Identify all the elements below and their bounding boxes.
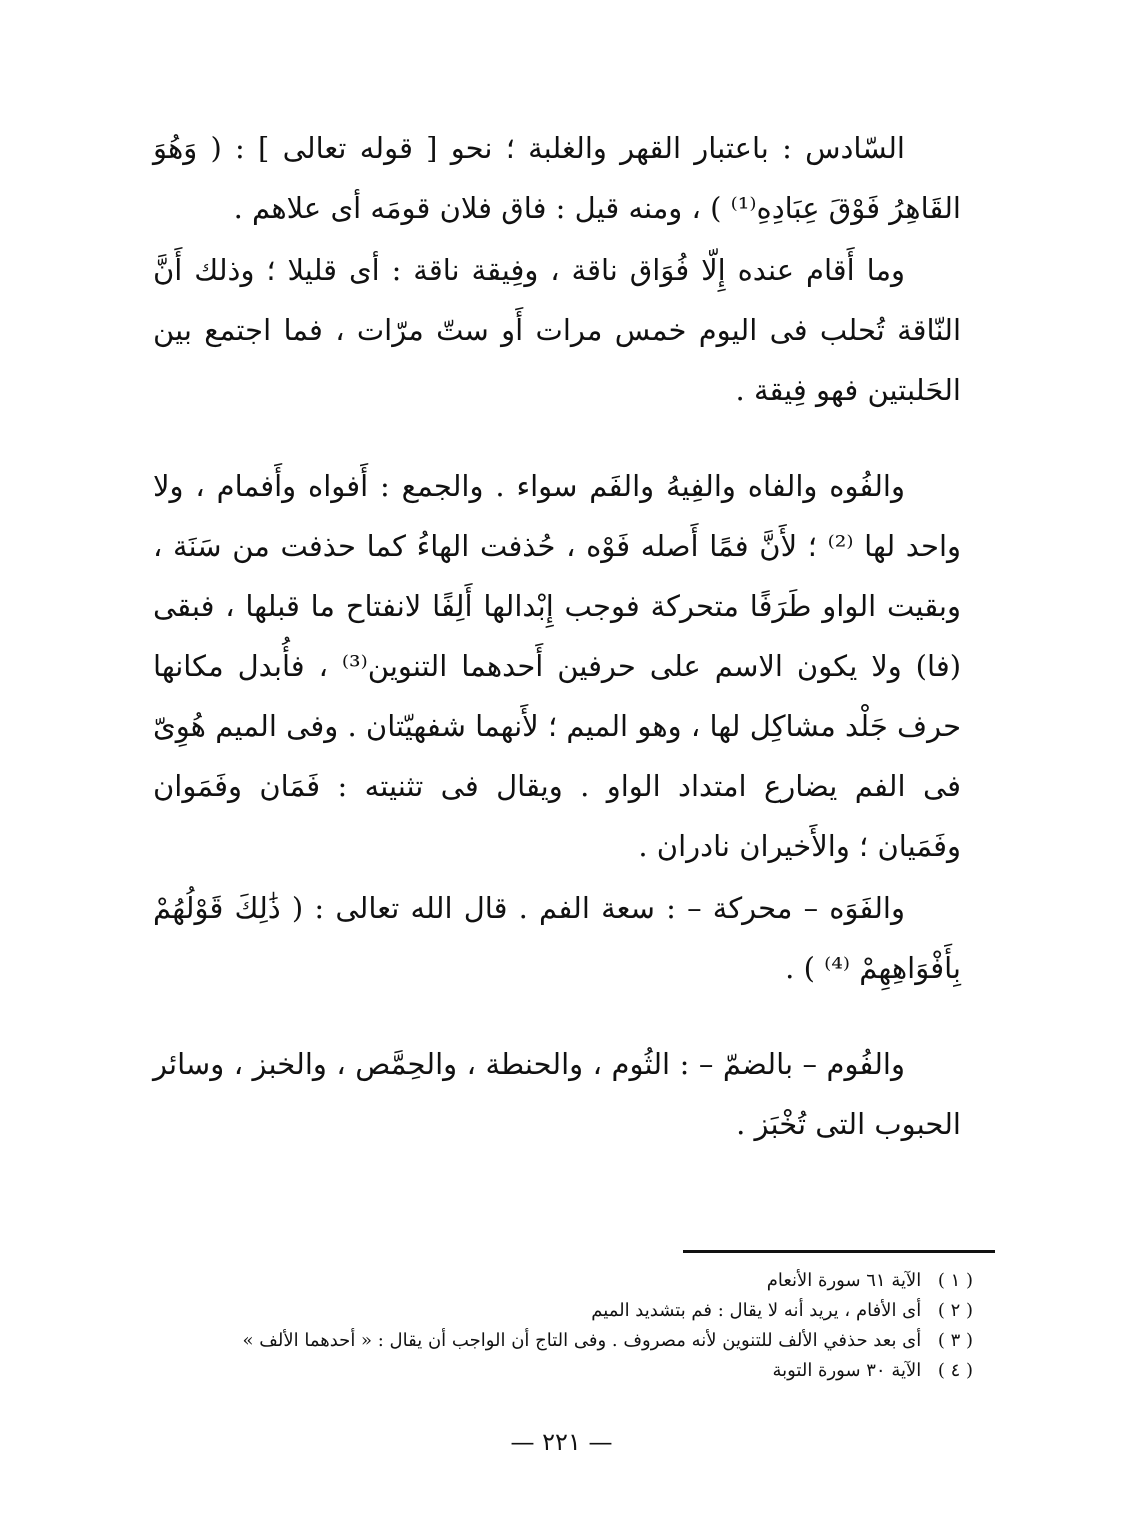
paragraph-fawah: والفَوَه – محركة – : سعة الفم . قال الله تعالى : ( ذَٰلِكَ قَوْلُهُمْ بِأَفْوَاهِهِمْ ⁽⁴⁾ ) .: [153, 891, 961, 985]
paragraph-fum: والفُوم – بالضمّ – : الثُوم ، والحنطة ، والحِمَّص ، والخبز ، وسائر الحبوب التى تُخْبَز .: [153, 1047, 961, 1141]
footnote-3: [133, 1326, 973, 1356]
footnote-divider: [683, 1250, 995, 1253]
footnote-number: ( ٣ ): [937, 1330, 973, 1351]
footnote-number: ( ٤ ): [937, 1360, 973, 1381]
paragraph-fam: والفُوه والفاه والفِيهُ والفَم سواء . والجمع : أَفواه وأَفمام ، ولا واحد لها ⁽²⁾ ؛ لأَنَّ فمًا أَصله فَوْه ، حُذفت الهاءُ كما حذفت من سَنَة ، وبقيت الواو طَرَفًا متحركة فوجب إِبْدالها أَلِفًا لانفتاح ما قبلها ، فبقى (فا) ولا يكون الاسم على حرفين أَحدهما التنوين⁽³⁾ ، فأُبدل مكانها حرف جَلْد مشاكِل لها ، وهو الميم ؛ لأَنهما شفهيّتان . وفى الميم هُوِىّ فى الفم يضارع امتداد الواو . ويقال فى تثنيته : فَمَان وفَمَوان وفَمَيان ؛ والأَخيران نادران .: [153, 469, 962, 863]
footnote-1: [133, 1266, 973, 1296]
footnote-text: أى بعد حذفي الألف للتنوين لأنه مصروف . وفى التاج أن الواجب أن يقال : « أحدهما الألف »: [242, 1330, 922, 1351]
footnote-number: ( ٢ ): [937, 1300, 973, 1321]
paragraph-fuwaq: وما أَقام عنده إِلّا فُوَاق ناقة ، وفِيقة ناقة : أى قليلا ؛ وذلك أَنَّ النّاقة تُحلب فى اليوم خمس مرات أَو ستّ مرّات ، فما اجتمع بين الحَلبتين فهو فِيقة .: [153, 253, 961, 407]
paragraph-sixth-meaning: السّادس : باعتبار القهر والغلبة ؛ نحو [ قوله تعالى ] : ( وَهُوَ القَاهِرُ فَوْقَ عِبَادِهِ⁽¹⁾ ) ، ومنه قيل : فاق فلان قومَه أى علاهم .: [153, 131, 961, 225]
footnote-text: أى الأفام ، يريد أنه لا يقال : فم بتشديد الميم: [591, 1300, 922, 1321]
footnote-4: [133, 1356, 973, 1386]
footnote-number: ( ١ ): [937, 1270, 973, 1291]
page-number: — ٢٢١ —: [510, 1428, 613, 1456]
main-text: [153, 118, 961, 1154]
footnote-text: الآية ٦١ سورة الأنعام: [766, 1270, 922, 1291]
footnote-2: [133, 1296, 973, 1326]
footnote-text: الآية ٣٠ سورة التوبة: [772, 1360, 922, 1381]
footnotes-list: [133, 1266, 973, 1386]
